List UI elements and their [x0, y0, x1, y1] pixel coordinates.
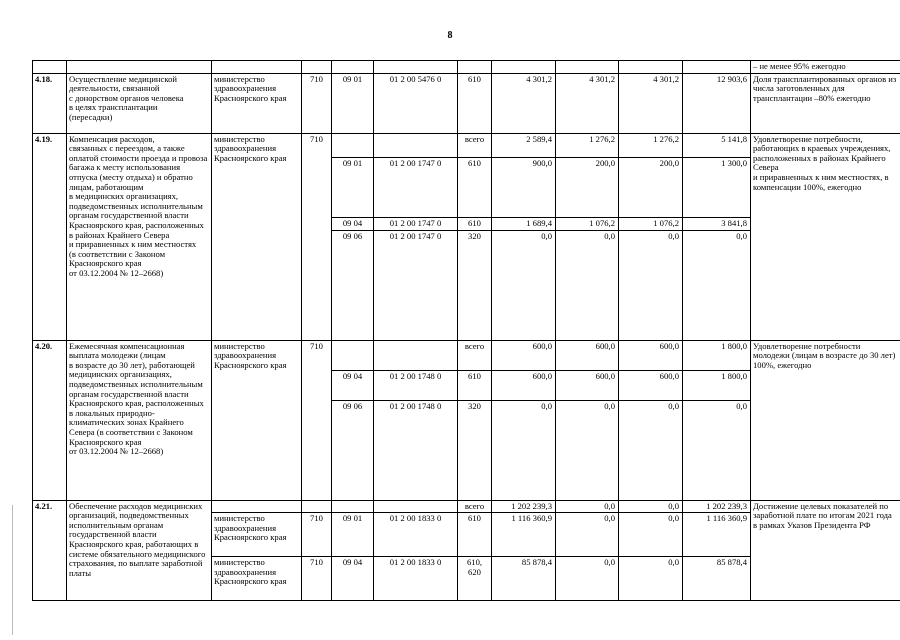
total-value: 3 841,8: [683, 217, 751, 230]
result-cell: Доля трансплантированных органов из числа заготовленных для трансплантации –80% ежегодно: [751, 73, 900, 133]
year2-value: 0,0: [556, 400, 619, 500]
rzpr-cell: 09 06: [332, 230, 374, 340]
year3-value: 0,0: [619, 500, 683, 513]
total-value: 85 878,4: [683, 557, 751, 601]
rzpr-cell: 09 04: [332, 370, 374, 400]
year3-value: 0,0: [619, 513, 683, 557]
grbs-cell: 710: [302, 73, 332, 133]
csr-cell: [374, 340, 458, 370]
vr-cell: 610: [458, 513, 492, 557]
total-value: 1 300,0: [683, 157, 751, 217]
rzpr-cell: [332, 340, 374, 370]
vr-cell: всего: [458, 340, 492, 370]
csr-cell: 01 2 00 1833 0: [374, 513, 458, 557]
measure-name: Ежемесячная компенсационная выплата молодежи (лицам в возрасте до 30 лет), работающей медицинских организациях, подведомственных исполнительным органам государственной власти Красноярского края, расположенных в локальных природно-климатических зонах Крайнего Севера (в соответствии с Законом Красноярского края от 03.12.2004 № 12–2668): [67, 340, 212, 500]
csr-cell: 01 2 00 1747 0: [374, 217, 458, 230]
total-value: 1 800,0: [683, 340, 751, 370]
grbs-cell: 710: [302, 513, 332, 557]
total-value: 12 903,6: [683, 73, 751, 133]
csr-cell: 01 2 00 5476 0: [374, 73, 458, 133]
total-value: 1 202 239,3: [683, 500, 751, 513]
year3-value: 200,0: [619, 157, 683, 217]
total-value: 0,0: [683, 230, 751, 340]
grbs-cell: 710: [302, 557, 332, 601]
ministry-cell: министерство здравоохранения Красноярского края: [212, 513, 302, 557]
budget-table: [32, 60, 900, 601]
year1-value: 85 878,4: [492, 557, 556, 601]
total-value: 0,0: [683, 400, 751, 500]
year3-value: 4 301,2: [619, 73, 683, 133]
vr-cell: всего: [458, 133, 492, 157]
year1-value: 0,0: [492, 400, 556, 500]
year1-value: 2 589,4: [492, 133, 556, 157]
table-row: [33, 61, 900, 74]
rzpr-cell: 09 04: [332, 557, 374, 601]
scan-margin-line: [12, 505, 14, 635]
year1-value: 1 202 239,3: [492, 500, 556, 513]
rzpr-cell: 09 06: [332, 400, 374, 500]
page-number: 8: [447, 30, 453, 41]
year1-value: 600,0: [492, 370, 556, 400]
year2-value: 0,0: [556, 513, 619, 557]
year2-value: 0,0: [556, 557, 619, 601]
csr-cell: 01 2 00 1833 0: [374, 557, 458, 601]
row-number: 4.20.: [33, 340, 67, 500]
table-row: [33, 500, 900, 513]
year1-value: 1 689,4: [492, 217, 556, 230]
measure-name: Осуществление медицинской деятельности, связанной с донорством органов человека в целях трансплантации (пересадки): [67, 73, 212, 133]
result-cell: Достижение целевых показателей по заработной плате по итогам 2021 года в рамках Указов Президента РФ: [751, 500, 900, 601]
measure-name: Компенсация расходов, связанных с переездом, а также оплатой стоимости проезда и провоза багажа к месту использования отпуска (месту отдыха) и обратно лицам, работающим в медицинских организациях, подведомственных исполнительным органам государственной власти Красноярского края, расположенных в районах Крайнего Севера и приравненных к ним местностях (в соответствии с Законом Красноярского края от 03.12.2004 № 12–2668): [67, 133, 212, 340]
rzpr-cell: 09 01: [332, 157, 374, 217]
vr-cell: 610: [458, 370, 492, 400]
rzpr-cell: 09 04: [332, 217, 374, 230]
row-number: 4.21.: [33, 500, 67, 601]
vr-cell: 320: [458, 230, 492, 340]
year2-value: 200,0: [556, 157, 619, 217]
result-cell: Удовлетворение потребности, работающих в краевых учреждениях, расположенных в районах Крайнего Севера и приравненных к ним местностях, в компенсации 100%, ежегодно: [751, 133, 900, 340]
measure-name: Обеспечение расходов медицинских организаций, подведомственных исполнительным органам государственной власти Красноярского края, работающих в системе обязательного медицинского страхования, по выплате заработной платы: [67, 500, 212, 601]
ministry-cell: министерство здравоохранения Красноярского края: [212, 557, 302, 601]
year3-value: 0,0: [619, 400, 683, 500]
ministry-cell: министерство здравоохранения Красноярского края: [212, 133, 302, 340]
grbs-cell: [302, 500, 332, 513]
year1-value: 4 301,2: [492, 73, 556, 133]
year2-value: 600,0: [556, 370, 619, 400]
rzpr-cell: [332, 133, 374, 157]
total-value: 5 141,8: [683, 133, 751, 157]
rzpr-cell: 09 01: [332, 73, 374, 133]
table-row: [33, 133, 900, 157]
grbs-cell: 710: [302, 340, 332, 500]
year2-value: 1 076,2: [556, 217, 619, 230]
year3-value: 0,0: [619, 557, 683, 601]
csr-cell: 01 2 00 1748 0: [374, 400, 458, 500]
year1-value: 0,0: [492, 230, 556, 340]
rzpr-cell: [332, 500, 374, 513]
total-value: 1 800,0: [683, 370, 751, 400]
table-row: [33, 73, 900, 133]
ministry-cell: [212, 500, 302, 513]
year1-value: 600,0: [492, 340, 556, 370]
year2-value: 0,0: [556, 230, 619, 340]
grbs-cell: 710: [302, 133, 332, 340]
vr-cell: 610: [458, 217, 492, 230]
year3-value: 600,0: [619, 340, 683, 370]
year2-value: 600,0: [556, 340, 619, 370]
table-row: [33, 340, 900, 370]
ministry-cell: министерство здравоохранения Красноярского края: [212, 73, 302, 133]
vr-cell: 320: [458, 400, 492, 500]
year3-value: 0,0: [619, 230, 683, 340]
vr-cell: 610, 620: [458, 557, 492, 601]
row-number: 4.18.: [33, 73, 67, 133]
year3-value: 600,0: [619, 370, 683, 400]
year3-value: 1 076,2: [619, 217, 683, 230]
result-cell: Удовлетворение потребности молодежи (лицам в возрасте до 30 лет) 100%, ежегодно: [751, 340, 900, 500]
csr-cell: 01 2 00 1747 0: [374, 230, 458, 340]
row-number: 4.19.: [33, 133, 67, 340]
year2-value: 0,0: [556, 500, 619, 513]
vr-cell: 610: [458, 73, 492, 133]
rzpr-cell: 09 01: [332, 513, 374, 557]
result-cell: – не менее 95% ежегодно: [751, 61, 900, 74]
total-value: 1 116 360,9: [683, 513, 751, 557]
year1-value: 1 116 360,9: [492, 513, 556, 557]
year2-value: 4 301,2: [556, 73, 619, 133]
year3-value: 1 276,2: [619, 133, 683, 157]
ministry-cell: министерство здравоохранения Красноярского края: [212, 340, 302, 500]
year2-value: 1 276,2: [556, 133, 619, 157]
vr-cell: 610: [458, 157, 492, 217]
csr-cell: [374, 500, 458, 513]
csr-cell: [374, 133, 458, 157]
vr-cell: всего: [458, 500, 492, 513]
csr-cell: 01 2 00 1747 0: [374, 157, 458, 217]
csr-cell: 01 2 00 1748 0: [374, 370, 458, 400]
year1-value: 900,0: [492, 157, 556, 217]
